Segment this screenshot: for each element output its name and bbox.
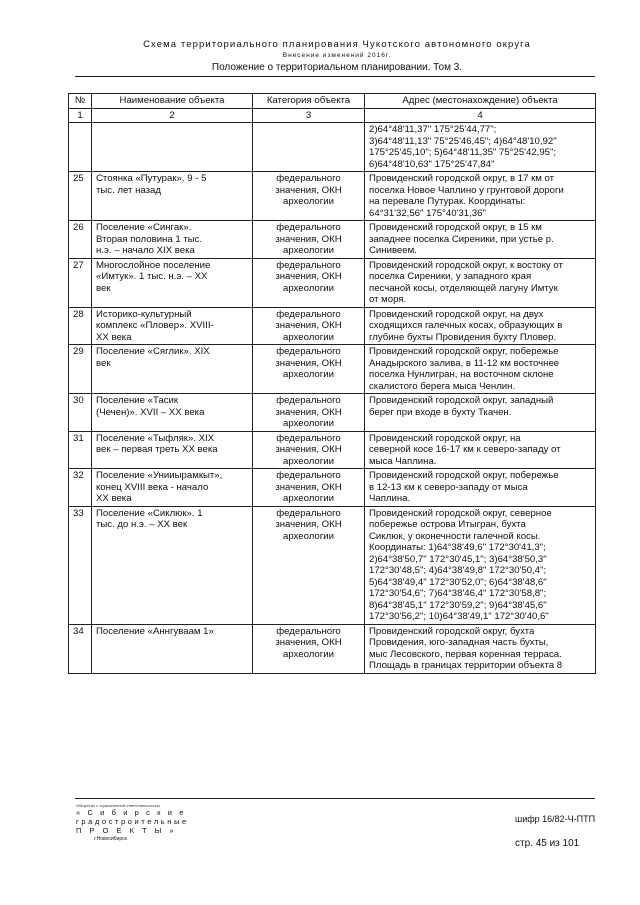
table-row <box>69 506 596 624</box>
object-category-line: федерального <box>276 222 341 233</box>
col-header-category: Категория объекта <box>253 94 365 109</box>
col-header-number: № <box>69 94 92 109</box>
row-number: 25 <box>69 172 92 221</box>
object-name-line: (Чечен)». XVII – XX века <box>96 406 205 418</box>
table-row <box>69 345 596 394</box>
object-address-line: 2)64°48'11,37" 175°25'44,77"; <box>369 124 497 135</box>
object-name-line: тыс. лет назад <box>96 184 161 196</box>
object-name-line: век – первая треть XX века <box>96 444 218 455</box>
object-address-line: 172°30'48,5"; 4)64°38'49,8" 172°30'50,4"; <box>369 565 547 576</box>
object-address-line: мыс Лесовского, первая коренная терраса. <box>369 648 562 660</box>
object-category <box>253 345 365 394</box>
footer-rule <box>75 798 595 799</box>
object-address-line: Провиденский городской округ, на двух <box>369 308 544 320</box>
object-address-line: Провидения, юго-западная часть бухты, <box>369 637 549 648</box>
table-row <box>69 307 596 345</box>
row-number: 32 <box>69 469 92 507</box>
object-category <box>253 123 365 172</box>
object-address-line: на перевале Путурак. Координаты: <box>369 196 526 207</box>
object-address <box>365 123 596 172</box>
row-number: 34 <box>69 624 92 673</box>
object-name-line: XX века <box>96 331 132 343</box>
object-category-line: археологии <box>283 196 334 207</box>
object-category-line: федерального <box>276 470 341 481</box>
object-category <box>253 258 365 307</box>
object-address <box>365 506 596 624</box>
object-category-line: археологии <box>283 331 334 343</box>
object-category-line: федерального <box>276 395 341 406</box>
object-name-line: конец XVIII века - начало <box>96 481 209 493</box>
object-address <box>365 469 596 507</box>
object-address-line: глубине бухты Провидения бухту Пловер. <box>369 331 557 343</box>
object-address <box>365 172 596 221</box>
object-category <box>253 394 365 432</box>
object-address-line: 175°25'45,10"; 5)64°48'11,35" 75°25'42,95"; <box>369 147 557 158</box>
row-number: 30 <box>69 394 92 432</box>
object-name-line: комплекс «Пловер». XVIII- <box>96 320 214 331</box>
object-name <box>92 345 253 394</box>
object-name-line: Поселение «Унииырамкыт», <box>96 470 223 481</box>
company-logo <box>76 803 189 843</box>
object-category-line: значения, ОКН <box>275 357 342 369</box>
object-category-line: значения, ОКН <box>275 637 342 648</box>
table-row <box>69 394 596 432</box>
object-address <box>365 258 596 307</box>
object-category-line: федерального <box>276 432 341 444</box>
object-address-line: Провиденский городской округ, в 15 км <box>369 222 542 233</box>
object-address <box>365 307 596 345</box>
table-index-row <box>69 108 596 123</box>
object-address-line: побережье острова Итыгран, бухта <box>369 519 526 530</box>
object-address-line: Провиденский городской округ, северное <box>369 507 552 519</box>
object-address-line: Координаты: 1)64°38'49,6" 172°30'41,3"; <box>369 542 546 553</box>
object-category <box>253 431 365 469</box>
object-address-line: Провиденский городской округ, на <box>369 432 521 444</box>
object-address-line: 172°30'54,6"; 7)64°38'46,4" 172°30'58,8"; <box>369 588 547 599</box>
object-address-line: Провиденский городской округ, бухта <box>369 625 535 637</box>
object-category-line: федерального <box>276 346 341 357</box>
table-row <box>69 469 596 507</box>
object-name-line: век <box>96 282 111 294</box>
object-category-line: археологии <box>283 282 334 294</box>
object-address-line: от моря. <box>369 294 407 305</box>
object-address <box>365 221 596 259</box>
object-address-line: 5)64°38'49,4" 172°30'52,0"; 6)64°38'48,6" <box>369 576 547 588</box>
object-name <box>92 469 253 507</box>
object-name <box>92 431 253 469</box>
object-name <box>92 506 253 624</box>
header-document: Положение о территориальном планировании. Том 3. <box>211 62 463 73</box>
table-body <box>69 123 596 674</box>
object-address-line: песчаной косы, отделяющей лагуну Имтук <box>369 282 558 294</box>
object-name <box>92 172 253 221</box>
object-address-line: западнее поселка Сиреники, при устье р. <box>369 233 554 245</box>
object-address-line: скалистого берега мыса Ченлин. <box>369 380 516 392</box>
object-name-line: век <box>96 357 111 369</box>
col-header-name: Наименование объекта <box>92 94 253 109</box>
object-category <box>253 506 365 624</box>
object-category-line: значения, ОКН <box>275 320 342 331</box>
object-address <box>365 624 596 673</box>
object-address-line: Провиденский городской округ, к востоку от <box>369 259 563 271</box>
object-name-line: Многослойное поселение <box>96 259 211 271</box>
object-name <box>92 394 253 432</box>
object-address-line: Провиденский городской округ, побережье <box>369 470 559 481</box>
object-name-line: н.э. – начало XIX века <box>96 245 195 256</box>
object-address-line: мыса Чаплина. <box>369 455 437 467</box>
object-address-line: 2)64°38'50,7" 172°30'45,1"; 3)64°38'50,3" <box>369 553 547 565</box>
object-category-line: археологии <box>283 493 334 504</box>
object-name <box>92 258 253 307</box>
object-address-line: Провиденский городской округ, в 17 км от <box>369 173 555 184</box>
object-address-line: 3)64°48'11,13" 75°25'46,45"; 4)64°48'10,92" <box>369 135 557 147</box>
object-category-line: археологии <box>283 648 334 660</box>
logo-city: г.Новосибирск <box>94 836 127 842</box>
object-name-line: Поселение «Тыфляк». XIX <box>96 432 215 444</box>
object-name-line: Поселение «Сингак». <box>96 222 192 233</box>
object-address-line: Провиденский городской округ, западный <box>369 395 554 406</box>
object-category-line: значения, ОКН <box>275 519 342 530</box>
object-name-line: Поселение «Сиклюк». 1 <box>96 507 203 519</box>
object-category-line: значения, ОКН <box>275 184 342 196</box>
object-category <box>253 221 365 259</box>
logo-line-2: градостроительные <box>76 817 189 826</box>
logo-line-1: « С и б и р с к и е <box>76 808 186 817</box>
object-category-line: федерального <box>276 507 341 519</box>
object-address-line: Чаплина. <box>369 493 411 504</box>
object-category-line: федерального <box>276 173 341 184</box>
col-header-address: Адрес (местонахождение) объекта <box>365 94 596 109</box>
object-name-line: Поселение «Аннгуваам 1» <box>96 625 214 637</box>
object-category-line: федерального <box>276 308 341 320</box>
object-name <box>92 307 253 345</box>
object-category-line: археологии <box>283 369 334 380</box>
object-address-line: Анадырского залива, в 11-12 км восточнее <box>369 357 560 369</box>
object-category-line: значения, ОКН <box>275 233 342 245</box>
object-name-line: «Имтук». 1 тыс. н.э. – XX <box>96 271 208 282</box>
object-category <box>253 307 365 345</box>
object-category <box>253 469 365 507</box>
object-name <box>92 624 253 673</box>
object-category-line: значения, ОКН <box>275 406 342 418</box>
object-name <box>92 123 253 172</box>
row-number: 33 <box>69 506 92 624</box>
objects-table <box>68 93 596 674</box>
table-row <box>69 258 596 307</box>
object-category-line: значения, ОКН <box>275 444 342 455</box>
table-row <box>69 624 596 673</box>
object-address-line: 6)64°48'10,63" 175°25'47,84" <box>369 158 495 170</box>
object-address-line: 64°31'32,56" 175°40'31,36" <box>369 207 486 219</box>
object-address-line: Синивеем. <box>369 245 417 256</box>
object-address-line: 172°30'56,2"; 10)64°38'49,1" 172°30'40,6" <box>369 611 549 622</box>
object-address-line: Площадь в границах территории объекта 8 <box>369 660 563 671</box>
table-row <box>69 431 596 469</box>
object-name-line: Историко-культурный <box>96 308 192 320</box>
header-rule <box>75 76 595 77</box>
object-category-line: федерального <box>276 625 341 637</box>
object-address-line: поселка Нунлигран, на восточном склоне <box>369 369 554 380</box>
object-address-line: поселка Сиреники, у западного края <box>369 271 532 282</box>
object-name-line: Поселение «Сяглик». XIX <box>96 346 210 357</box>
object-category-line: значения, ОКН <box>275 481 342 493</box>
table-row <box>69 123 596 172</box>
object-address-line: Провиденский городской округ, побережье <box>369 346 559 357</box>
row-number: 31 <box>69 431 92 469</box>
table-header-row <box>69 94 596 109</box>
col-index-3: 3 <box>253 108 365 123</box>
header-subtitle: Внесение изменений 2016г. <box>282 52 392 59</box>
object-address <box>365 345 596 394</box>
object-address-line: 8)64°38'45,1" 172°30'59,2"; 9)64°38'45,6" <box>369 599 547 611</box>
table-row <box>69 221 596 259</box>
logo-org-form: Общество с ограниченной ответственностью <box>76 803 160 808</box>
row-number: 29 <box>69 345 92 394</box>
col-index-1: 1 <box>69 108 92 123</box>
object-address-line: берег при входе в бухту Ткачен. <box>369 406 512 418</box>
row-number: 27 <box>69 258 92 307</box>
logo-line-3: П Р О Е К Т Ы » <box>76 826 177 835</box>
object-name-line: XX века <box>96 493 132 504</box>
object-category-line: археологии <box>283 530 334 542</box>
page-number: стр. 45 из 101 <box>515 838 580 849</box>
table-row <box>69 172 596 221</box>
object-address-line: сходящихся галечных косах, образующих в <box>369 320 563 331</box>
object-name <box>92 221 253 259</box>
object-name-line: тыс. до н.э. – XX век <box>96 519 188 530</box>
object-address <box>365 431 596 469</box>
object-category-line: федерального <box>276 259 341 271</box>
object-category <box>253 624 365 673</box>
document-cipher: шифр 16/82-Ч-ПТП <box>515 814 596 824</box>
object-address <box>365 394 596 432</box>
object-category-line: археологии <box>283 418 334 429</box>
object-address-line: в 12-13 км к северо-западу от мыса <box>369 481 528 493</box>
object-address-line: поселка Новое Чаплино у грунтовой дороги <box>369 184 564 196</box>
row-number: 26 <box>69 221 92 259</box>
col-index-2: 2 <box>92 108 253 123</box>
object-category <box>253 172 365 221</box>
object-category-line: значения, ОКН <box>275 271 342 282</box>
object-address-line: Сиклюк, у оконечности галечной косы. <box>369 530 541 542</box>
row-number <box>69 123 92 172</box>
object-name-line: Стоянка «Путурак». 9 - 5 <box>96 173 207 184</box>
col-index-4: 4 <box>365 108 596 123</box>
object-name-line: Вторая половина 1 тыс. <box>96 233 203 245</box>
object-address-line: северной косе 16-17 км к северо-западу от <box>369 444 561 455</box>
object-name-line: Поселение «Тасик <box>96 395 179 406</box>
row-number: 28 <box>69 307 92 345</box>
header-title: Схема территориального планирования Чукотского автономного округа <box>143 39 531 50</box>
object-category-line: археологии <box>283 455 334 467</box>
object-category-line: археологии <box>283 245 334 256</box>
